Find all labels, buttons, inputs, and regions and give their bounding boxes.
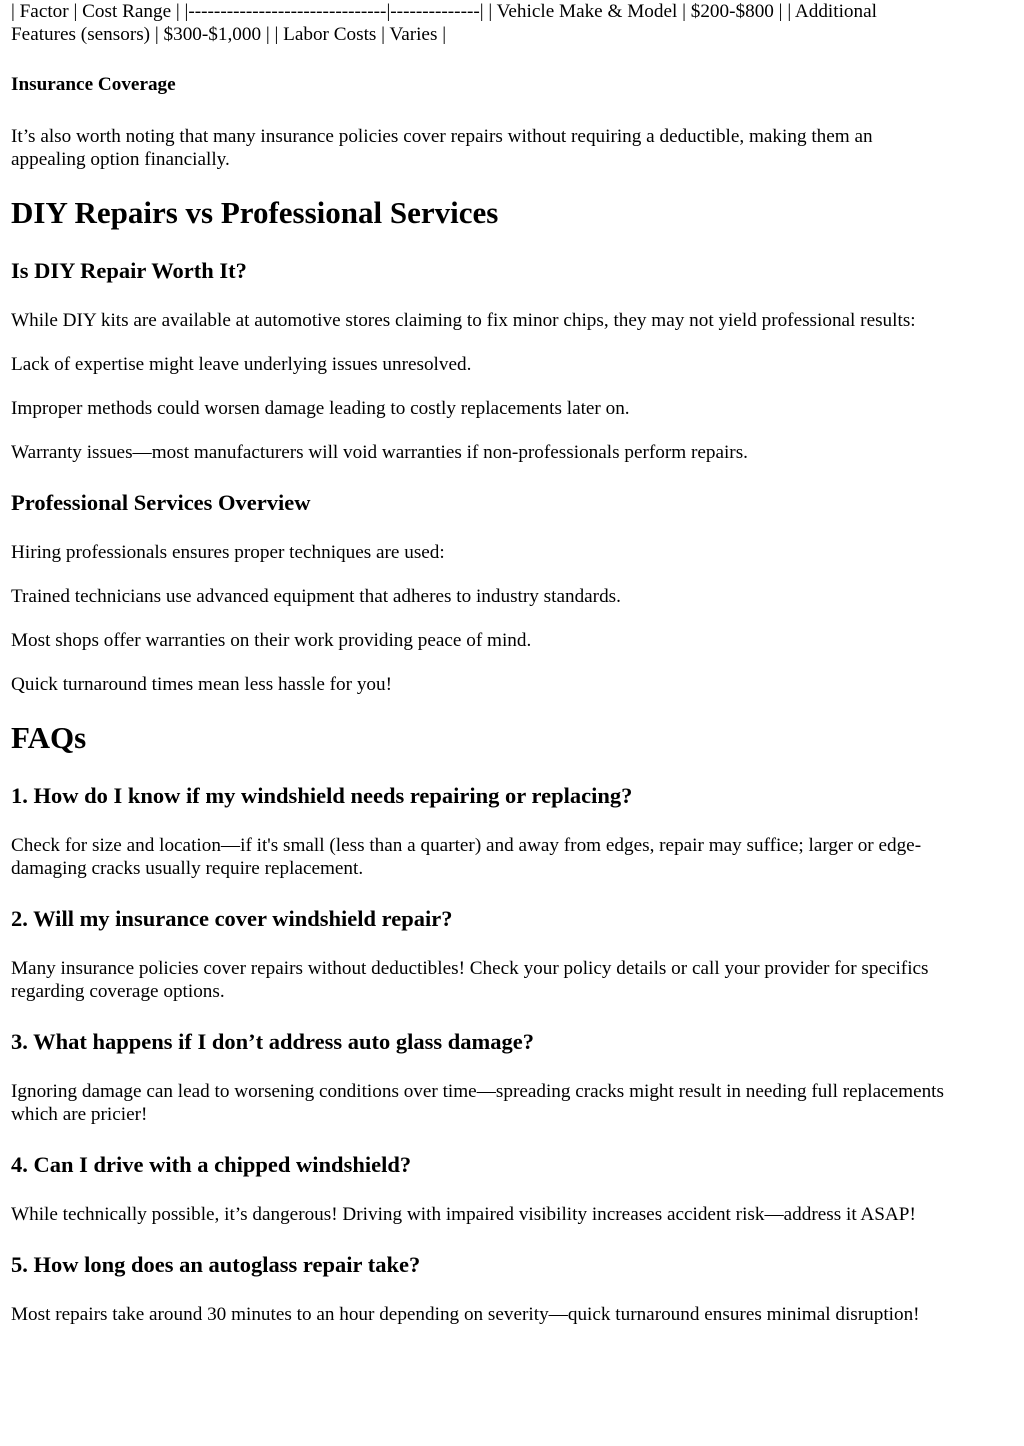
faq-answer-line-1: Most repairs take around 30 minutes to an hour depending on severity—quick turnaround ensures minimal disruption!: [11, 1304, 920, 1325]
faq-answer-line-1: Check for size and location—if it's small (less than a quarter) and away from edges, repair may suffice; larger or edge-: [11, 835, 922, 856]
pro-point: Trained technicians use advanced equipment that adheres to industry standards.: [11, 586, 621, 607]
faq-answer-line-2: regarding coverage options.: [11, 981, 225, 1002]
table-text-line-1: | Factor | Cost Range | |-------------------------------|--------------| | Vehicle Make & Model | $200-$800 | | Additional: [11, 1, 877, 22]
diy-worth-heading: Is DIY Repair Worth It?: [11, 258, 247, 283]
faqs-heading: FAQs: [11, 720, 87, 755]
insurance-text-line-2: appealing option financially.: [11, 149, 230, 170]
faq-answer-line-1: Many insurance policies cover repairs without deductibles! Check your policy details or call your provider for specifics: [11, 958, 929, 979]
faq-answer-line-1: While technically possible, it’s dangerous! Driving with impaired visibility increases accident risk—address it ASAP!: [11, 1204, 916, 1225]
insurance-heading: Insurance Coverage: [11, 74, 176, 95]
table-text-line-2: Features (sensors) | $300-$1,000 | | Labor Costs | Varies |: [11, 24, 447, 45]
faq-answer-line-2: damaging cracks usually require replacement.: [11, 858, 364, 879]
pro-point: Most shops offer warranties on their work providing peace of mind.: [11, 630, 532, 651]
pro-intro: Hiring professionals ensures proper techniques are used:: [11, 542, 445, 563]
pro-services-heading: Professional Services Overview: [11, 490, 311, 515]
faq-question: 2. Will my insurance cover windshield repair?: [11, 906, 453, 931]
pro-point: Quick turnaround times mean less hassle for you!: [11, 674, 392, 695]
faq-question: 5. How long does an autoglass repair take?: [11, 1252, 421, 1277]
faq-question: 1. How do I know if my windshield needs repairing or replacing?: [11, 783, 633, 808]
insurance-text-line-1: It’s also worth noting that many insurance policies cover repairs without requiring a deductible, making them an: [11, 126, 873, 147]
diy-point: Lack of expertise might leave underlying issues unresolved.: [11, 354, 472, 375]
faq-answer-line-2: which are pricier!: [11, 1104, 148, 1125]
diy-section-heading: DIY Repairs vs Professional Services: [11, 195, 499, 230]
faq-question: 4. Can I drive with a chipped windshield?: [11, 1152, 412, 1177]
faq-answer-line-1: Ignoring damage can lead to worsening conditions over time—spreading cracks might result in needing full replacements: [11, 1081, 944, 1102]
diy-intro: While DIY kits are available at automotive stores claiming to fix minor chips, they may not yield professional results:: [11, 310, 916, 331]
faq-question: 3. What happens if I don’t address auto glass damage?: [11, 1029, 535, 1054]
diy-point: Warranty issues—most manufacturers will void warranties if non-professionals perform repairs.: [11, 442, 748, 463]
diy-point: Improper methods could worsen damage leading to costly replacements later on.: [11, 398, 630, 419]
